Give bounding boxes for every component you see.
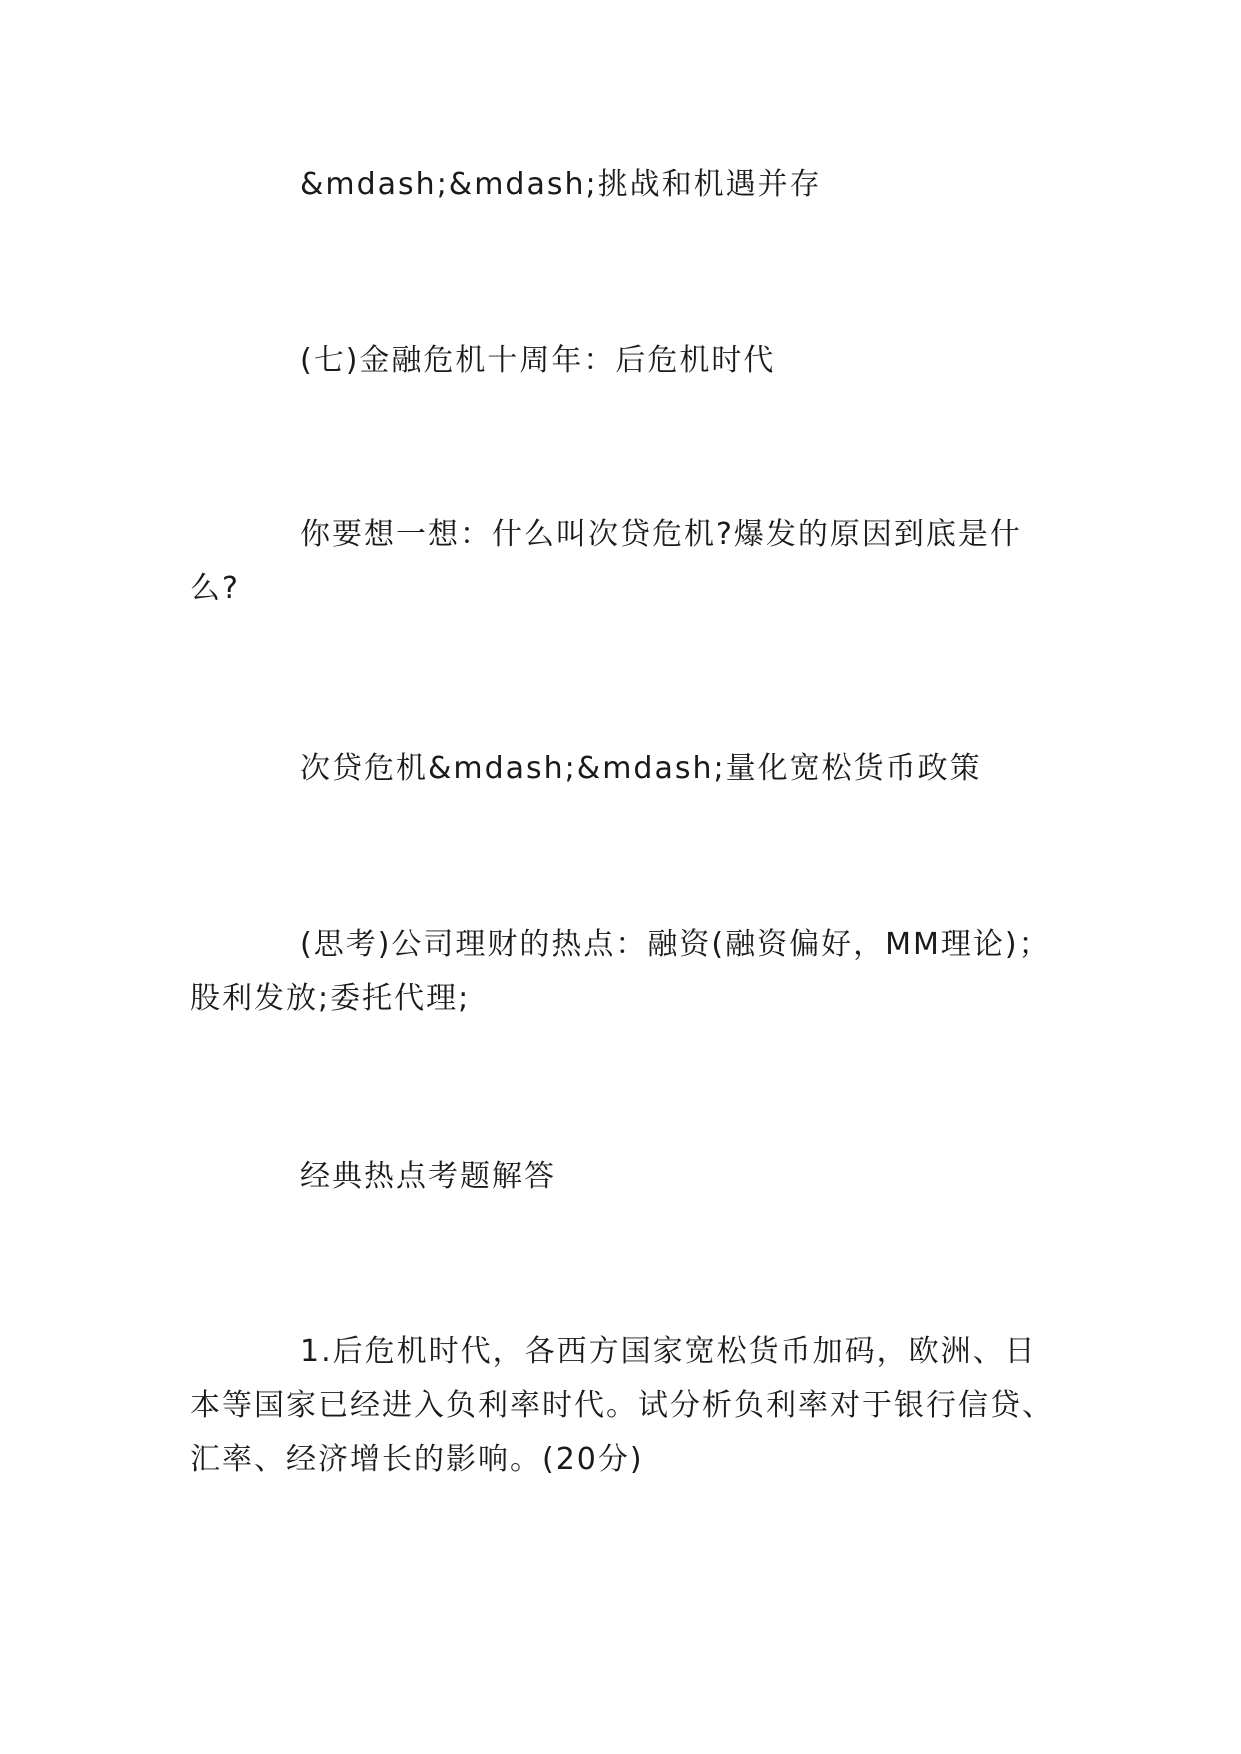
paragraph-think: (思考)公司理财的热点：融资(融资偏好，MM理论)；股利发放;委托代理; bbox=[190, 927, 1051, 1016]
paragraph-question: 你要想一想：什么叫次贷危机?爆发的原因到底是什么? bbox=[190, 517, 1022, 606]
paragraph-classic-title: 经典热点考题解答 bbox=[300, 1159, 556, 1194]
paragraph-exam-question: 1.后危机时代，各西方国家宽松货币加码，欧洲、日本等国家已经进入负利率时代。试分析负利率对于银行信贷、汇率、经济增长的影响。(20分) bbox=[190, 1334, 1054, 1477]
paragraph-section-heading: (七)金融危机十周年：后危机时代 bbox=[300, 343, 776, 378]
paragraph-challenge: &mdash;&mdash;挑战和机遇并存 bbox=[300, 167, 822, 202]
paragraph-subprime: 次贷危机&mdash;&mdash;量化宽松货币政策 bbox=[300, 751, 982, 786]
